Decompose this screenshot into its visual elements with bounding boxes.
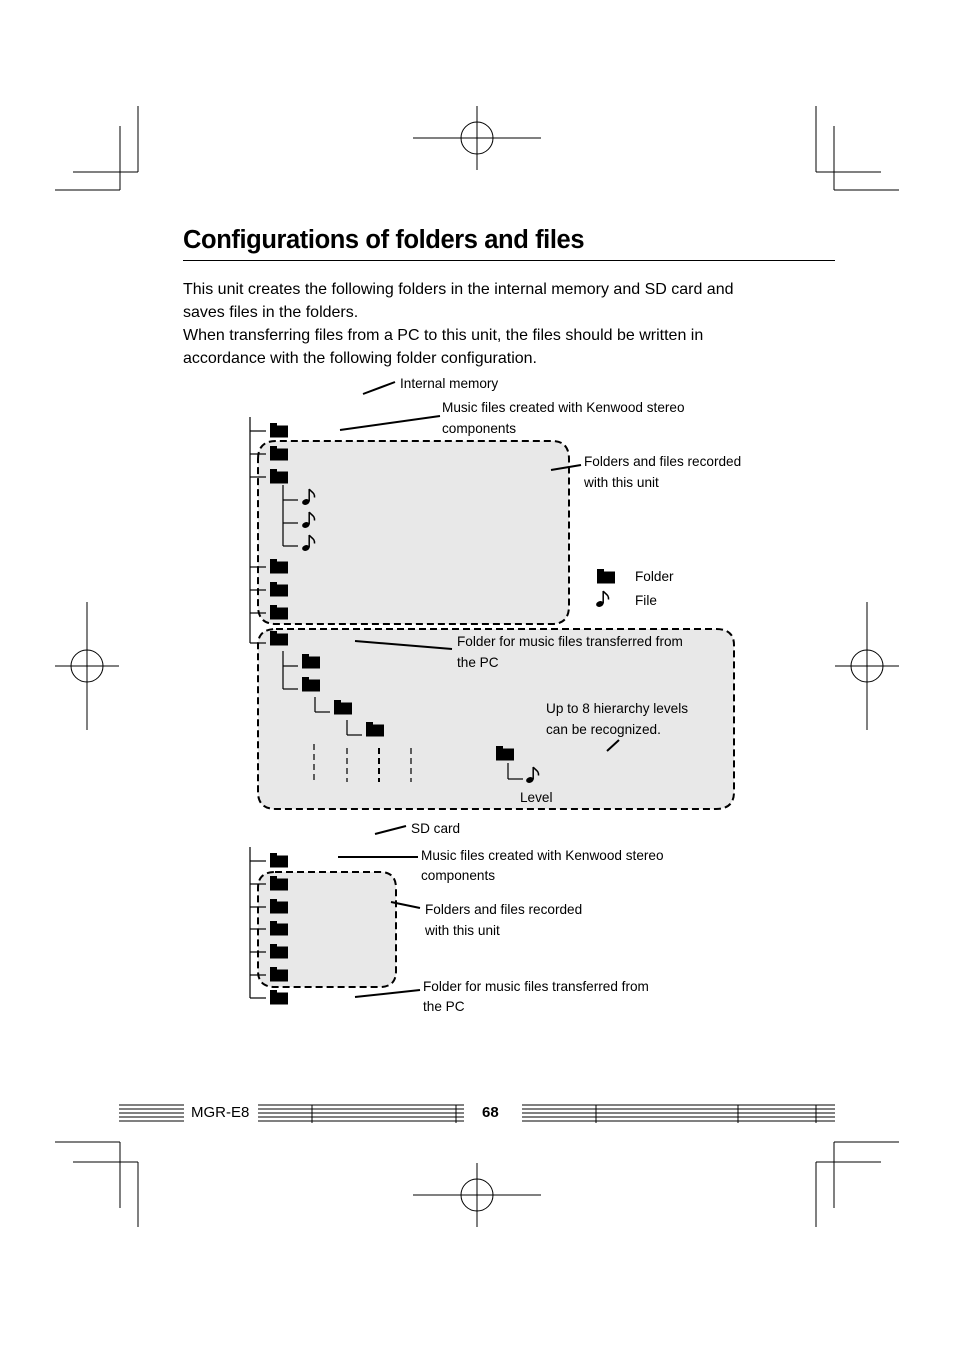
folder-icon [270, 853, 288, 868]
hierarchy-note-1: Up to 8 hierarchy levels [546, 701, 689, 716]
sd-card-label: SD card [411, 821, 461, 836]
internal-transferred-label-1: Folder for music files transferred from [457, 634, 683, 649]
title-underline [183, 260, 835, 261]
internal-recorded-label-1: Folders and files recorded [584, 454, 742, 469]
legend-file-icon [595, 591, 608, 608]
page-title: Configurations of folders and files [183, 226, 585, 254]
internal-memory-label: Internal memory [400, 376, 499, 391]
folder-icon [270, 990, 288, 1005]
sd-kenwood-label-2: components [421, 868, 496, 883]
legend-file-label: File [635, 593, 657, 608]
internal-recorded-label-2: with this unit [584, 475, 659, 490]
page-number: 68 [482, 1104, 499, 1121]
sd-kenwood-label-1: Music files created with Kenwood stereo [421, 848, 664, 863]
recorded-region [258, 441, 569, 624]
legend-folder-label: Folder [635, 569, 674, 584]
sd-transferred-label-1: Folder for music files transferred from [423, 979, 649, 994]
level-label: Level [520, 790, 553, 805]
legend-folder-icon [597, 569, 615, 584]
folder-icon [270, 423, 288, 438]
intro-text [183, 278, 773, 370]
footer-model: MGR-E8 [191, 1104, 250, 1121]
internal-kenwood-label-2: components [442, 421, 517, 436]
internal-kenwood-label-1: Music files created with Kenwood stereo [442, 400, 685, 415]
sd-recorded-label-1: Folders and files recorded [425, 902, 583, 917]
intro-paragraph-1: This unit creates the following folders in the internal memory and SD card and saves files in the folders. [183, 281, 734, 321]
intro-paragraph-2: When transferring files from a PC to this unit, the files should be written in accordance with the following folder configuration. [183, 327, 704, 367]
sd-recorded-label-2: with this unit [425, 923, 500, 938]
internal-transferred-label-2: the PC [457, 655, 499, 670]
sd-transferred-label-2: the PC [423, 999, 465, 1014]
hierarchy-note-2: can be recognized. [546, 722, 661, 737]
